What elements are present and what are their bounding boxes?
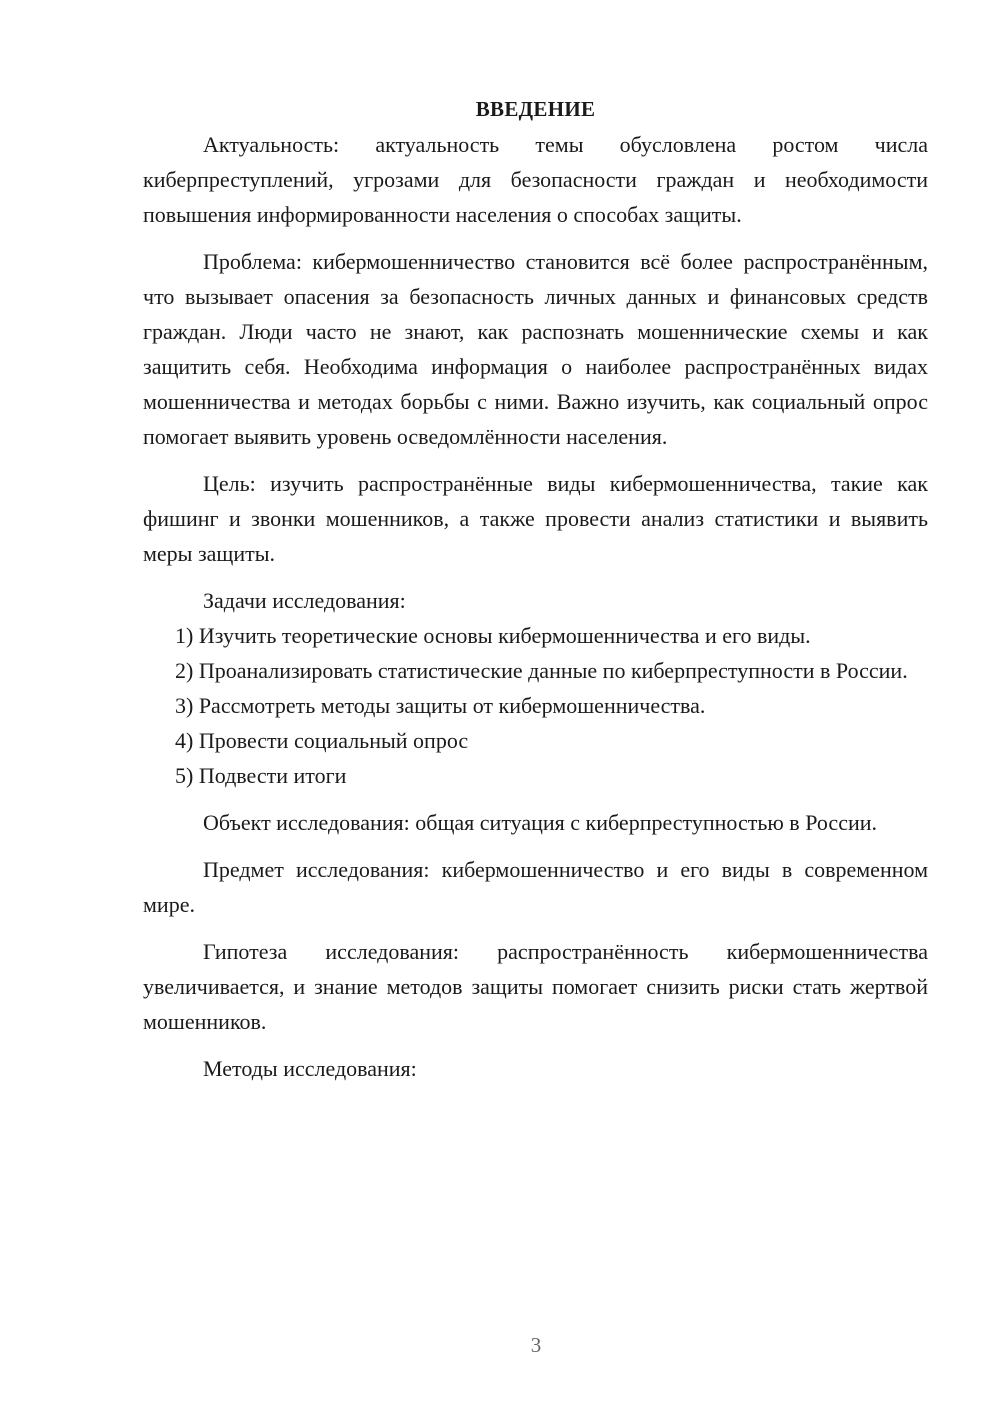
section-title: ВВЕДЕНИЕ <box>475 97 596 121</box>
task-item-3: 3) Рассмотреть методы защиты от кибермошенничества. <box>175 693 706 718</box>
page-number: 3 <box>530 1333 542 1357</box>
paragraph-hypothesis: Гипотеза исследования: распространённость кибермошенничества увеличивается, и знание методов защиты помогает снизить риски стать жертвой мошенников. <box>143 939 928 1034</box>
page-content <box>143 92 928 1086</box>
paragraph-problem: Проблема: кибермошенничество становится всё более распространённым, что вызывает опасения за безопасность личных данных и финансовых средств граждан. Люди часто не знают, как распознать мошеннические схемы и как защитить себя. Необходима информация о наиболее распространённых видах мошенничества и методах борьбы с ними. Важно изучить, как социальный опрос помогает выявить уровень осведомлённости населения. <box>143 249 928 449</box>
paragraph-goal: Цель: изучить распространённые виды кибермошенничества, такие как фишинг и звонки мошенников, а также провести анализ статистики и выявить меры защиты. <box>143 471 928 566</box>
task-item-5: 5) Подвести итоги <box>175 763 347 788</box>
paragraph-subject: Предмет исследования: кибермошенничество и его виды в современном мире. <box>143 857 928 917</box>
task-item-1: 1) Изучить теоретические основы кибермошенничества и его виды. <box>175 623 811 648</box>
tasks-heading: Задачи исследования: <box>203 588 406 613</box>
task-item-2: 2) Проанализировать статистические данные по киберпреступности в России. <box>175 658 908 683</box>
paragraph-object: Объект исследования: общая ситуация с киберпреступностью в России. <box>203 810 878 835</box>
methods-heading: Методы исследования: <box>203 1056 417 1081</box>
paragraph-relevance: Актуальность: актуальность темы обусловлена ростом числа киберпреступлений, угрозами для безопасности граждан и необходимости повышения информированности населения о способах защиты. <box>143 132 928 227</box>
task-item-4: 4) Провести социальный опрос <box>175 728 469 753</box>
